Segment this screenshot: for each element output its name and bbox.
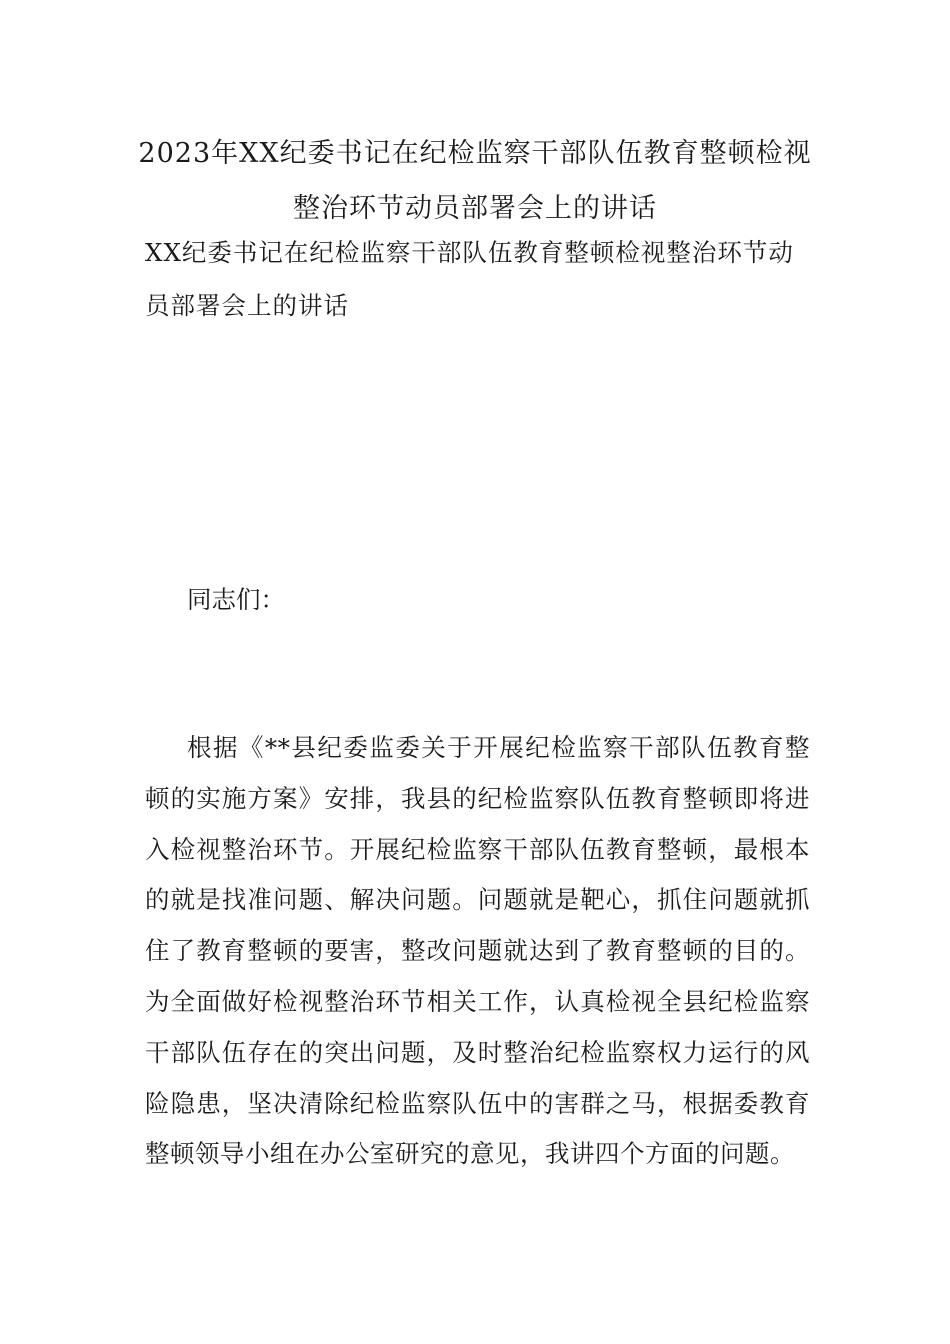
document-subtitle: XX纪委书记在纪检监察干部队伍教育整顿检视整治环节动员部署会上的讲话 (145, 238, 794, 320)
body-paragraph: 根据《**县纪委监委关于开展纪检监察干部队伍教育整顿的实施方案》安排，我县的纪检监察队伍教育整顿即将进入检视整治环节。开展纪检监察干部队伍教育整顿，最根本的就是找准问题、解决问题。问题就是靶心，抓住问题就抓住了教育整顿的要害，整改问题就达到了教育整顿的目的。为全面做好检视整治环节相关工作，认真检视全县纪检监察干部队伍存在的突出问题，及时整治纪检监察权力运行的风险隐患，坚决清除纪检监察队伍中的害群之马，根据委教育整顿领导小组在办公室研究的意见，我讲四个方面的问题。 (145, 733, 810, 1169)
salutation: 同志们： (187, 585, 285, 614)
document-title: 2023年XX纪委书记在纪检监察干部队伍教育整顿检视整治环节动员部署会上的讲话 (138, 138, 812, 224)
